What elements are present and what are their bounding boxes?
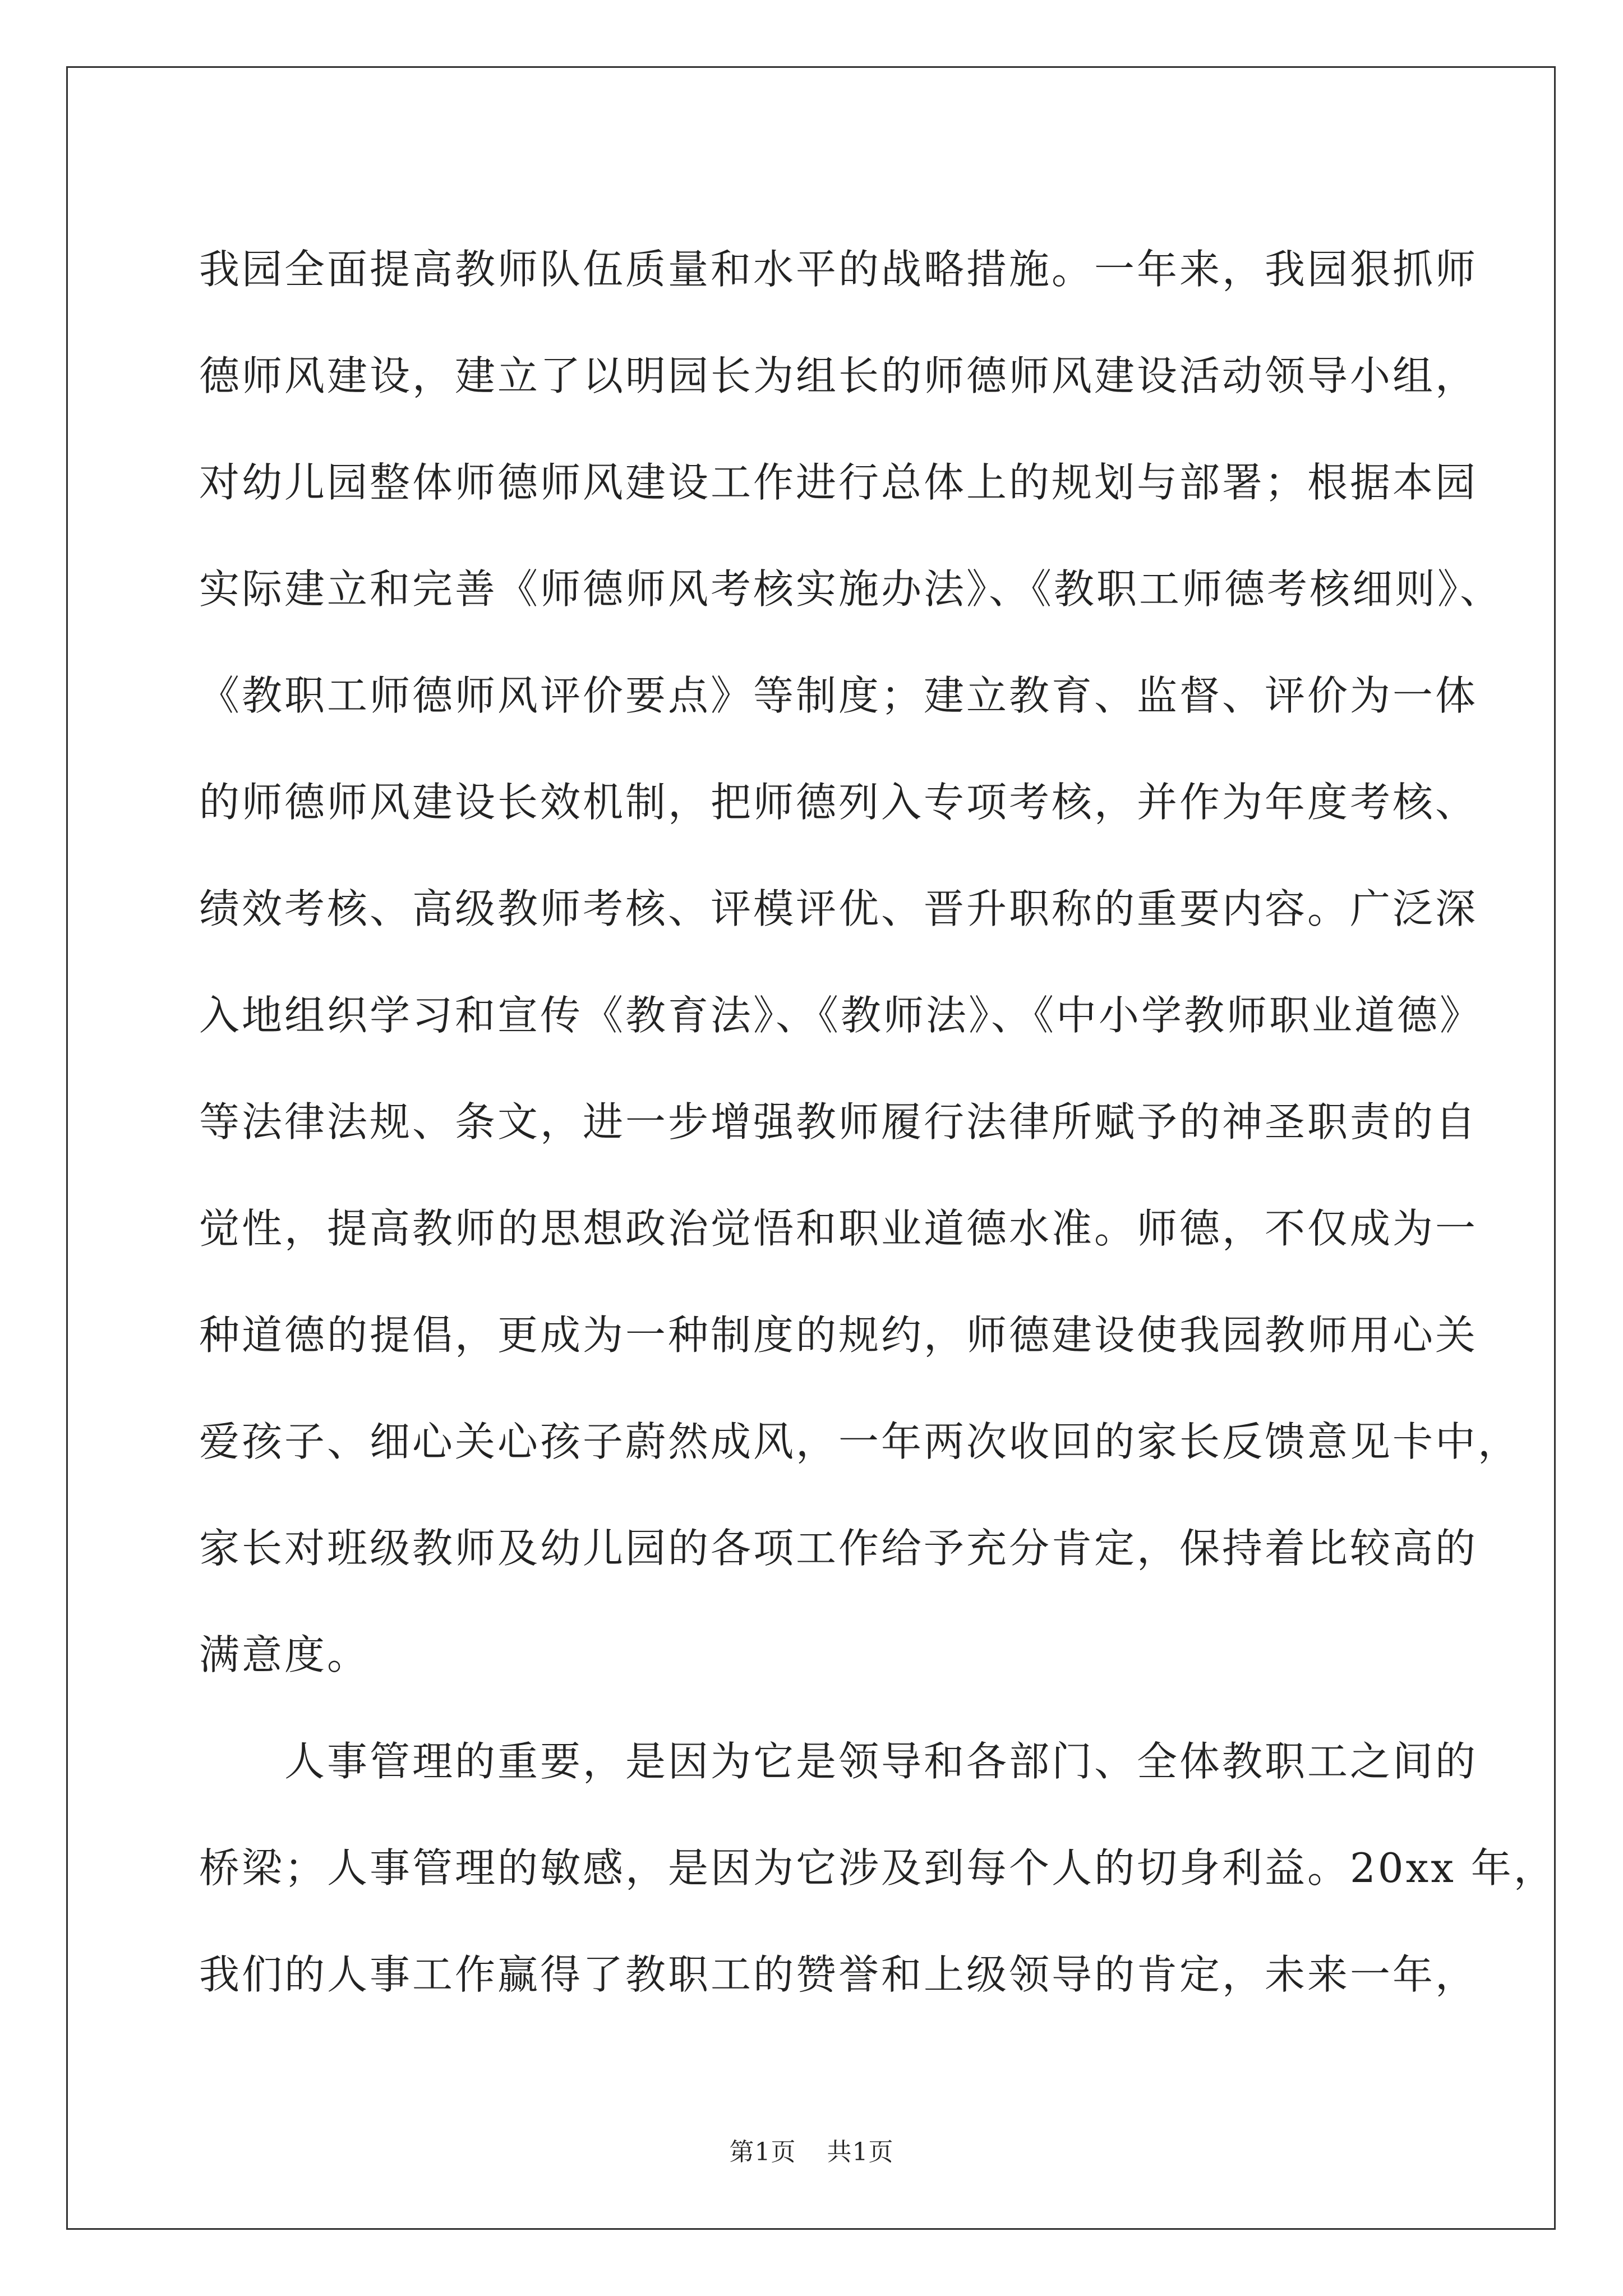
paragraph-1 (199, 216, 1521, 1708)
text-line: 入地组织学习和宣传《教育法》、《教师法》、《中小学教师职业道德》 (199, 992, 1483, 1039)
text-line: 的师德师风建设长效机制，把师德列入专项考核，并作为年度考核、 (199, 779, 1478, 826)
text-line: 家长对班级教师及幼儿园的各项工作给予充分肯定，保持着比较高的 (199, 1525, 1478, 1572)
text-line: 种道德的提倡，更成为一种制度的规约，师德建设使我园教师用心关 (199, 1312, 1478, 1359)
page-number-current: 第1页 (729, 2138, 796, 2166)
document-body (199, 216, 1556, 2028)
page-footer (0, 2132, 1623, 2168)
text-line: 德师风建设，建立了以明园长为组长的师德师风建设活动领导小组， (199, 352, 1478, 399)
text-line: 绩效考核、高级教师考核、评模评优、晋升职称的重要内容。广泛深 (199, 885, 1478, 932)
text-line: 我园全面提高教师队伍质量和水平的战略措施。一年来，我园狠抓师 (199, 246, 1478, 293)
paragraph-2 (199, 1708, 1556, 2028)
text-line: 我们的人事工作赢得了教职工的赞誉和上级领导的肯定，未来一年， (199, 1951, 1478, 1998)
text-line: 桥梁；人事管理的敏感，是因为它涉及到每个人的切身利益。20xx 年， (199, 1844, 1556, 1892)
text-line: 对幼儿园整体师德师风建设工作进行总体上的规划与部署；根据本园 (199, 459, 1478, 506)
text-line: 人事管理的重要，是因为它是领导和各部门、全体教职工之间的 (284, 1738, 1478, 1785)
text-line: 觉性，提高教师的思想政治觉悟和职业道德水准。师德，不仅成为一 (199, 1205, 1478, 1252)
text-line: 满意度。 (199, 1631, 370, 1678)
text-line: 《教职工师德师风评价要点》等制度；建立教育、监督、评价为一体 (199, 672, 1478, 719)
text-line: 实际建立和完善《师德师风考核实施办法》、《教职工师德考核细则》、 (199, 565, 1503, 613)
text-line: 爱孩子、细心关心孩子蔚然成风，一年两次收回的家长反馈意见卡中， (199, 1418, 1521, 1465)
page-number-total: 共1页 (827, 2138, 894, 2166)
text-line: 等法律法规、条文，进一步增强教师履行法律所赋予的神圣职责的自 (199, 1098, 1478, 1145)
